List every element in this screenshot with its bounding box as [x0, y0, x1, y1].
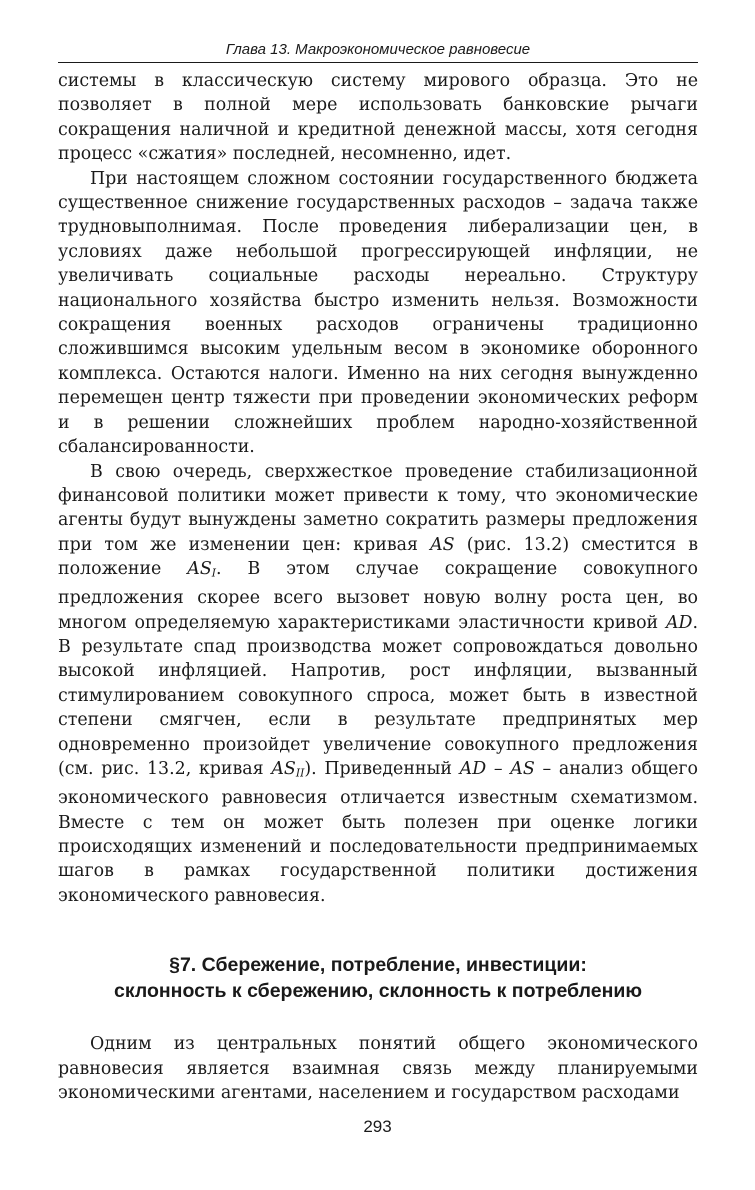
paragraph-2: При настоящем сложном состоянии государственного бюджета существенное снижение государственных расходов – задача также трудновыполнимая. После проведения либерализации цен, в условиях даже небольшой прогрессирующей инфляции, не увеличивать социальные расходы нереально. Структуру национального хозяйства быстро изменить нельзя. Возможности сокращения военных расходов ограничены традиционно сложившимся высоким удельным весом в экономике оборонного комплекса. Остаются налоги. Именно на них сегодня вынужденно перемещен центр тяжести при проведении экономических реформ и в решении сложнейших проблем народно-хозяйственной сбалансированности.	[58, 168, 698, 458]
paragraph-3-text-4: . В результате спад производства может сопровождаться довольно высокой инфляцией. Напротив, рост инфляции, вызванный стимулированием совокупного спроса, может быть в известной степени смягчен, если в результате предпринятых мер одновременно произойдет увеличение совокупного предложения (см. рис. 13.2, кривая	[58, 612, 698, 780]
section-heading	[58, 952, 698, 1004]
term-as1: $AS_I$	[187, 559, 217, 580]
section-heading-line-1: §7. Сбережение, потребление, инвестиции:	[169, 954, 587, 977]
paragraph-3-text-5: ). Приведенный	[304, 759, 460, 780]
paragraph-1: системы в классическую систему мирового образца. Это не позволяет в полной мере использовать банковские рычаги сокращения наличной и кредитной денежной массы, хотя сегодня процесс «сжатия» последней, несомненно, идет.	[58, 71, 698, 165]
page	[58, 40, 698, 1105]
term-ad: AD	[665, 612, 693, 633]
term-as: AS	[430, 534, 455, 555]
paragraph-3-text-1: В свою очередь, сверхжесткое проведение стабилизационной финансовой политики может привести к тому, что экономические агенты будут вынуждены заметно сократить размеры предложения при том же изменении цен: кривая	[58, 461, 698, 555]
paragraph-3	[58, 460, 698, 909]
body-text	[58, 69, 698, 1105]
paragraph-3-text-6: – анализ общего экономического равновесия отличается известным схематизмом. Вместе с тем он может быть полезен при оценке логики происходящих изменений и последовательности предпринимаемых шагов в рамках государственной политики достижения экономического равновесия.	[58, 759, 698, 906]
paragraph-3-text-2: (рис. 13.2) сместится в положение	[58, 534, 698, 580]
page-number: 293	[363, 1117, 392, 1136]
section-heading-line-2: склонность к сбережению, склонность к потреблению	[114, 980, 642, 1003]
term-ad-as: AD – AS	[459, 759, 535, 780]
paragraph-4: Одним из центральных понятий общего экономического равновесия является взаимная связь между планируемыми экономическими агентами, населением и государством расходами	[58, 1034, 698, 1103]
paragraph-3-text-3: . В этом случае сокращение совокупного предложения скорее всего вызовет новую волну роста цен, во многом определяемую характеристиками эластичности кривой	[58, 559, 698, 633]
running-head: Глава 13. Макроэкономическое равновесие	[225, 41, 531, 58]
header-rule	[58, 62, 698, 63]
term-as2: $AS_{II}$	[271, 759, 305, 780]
